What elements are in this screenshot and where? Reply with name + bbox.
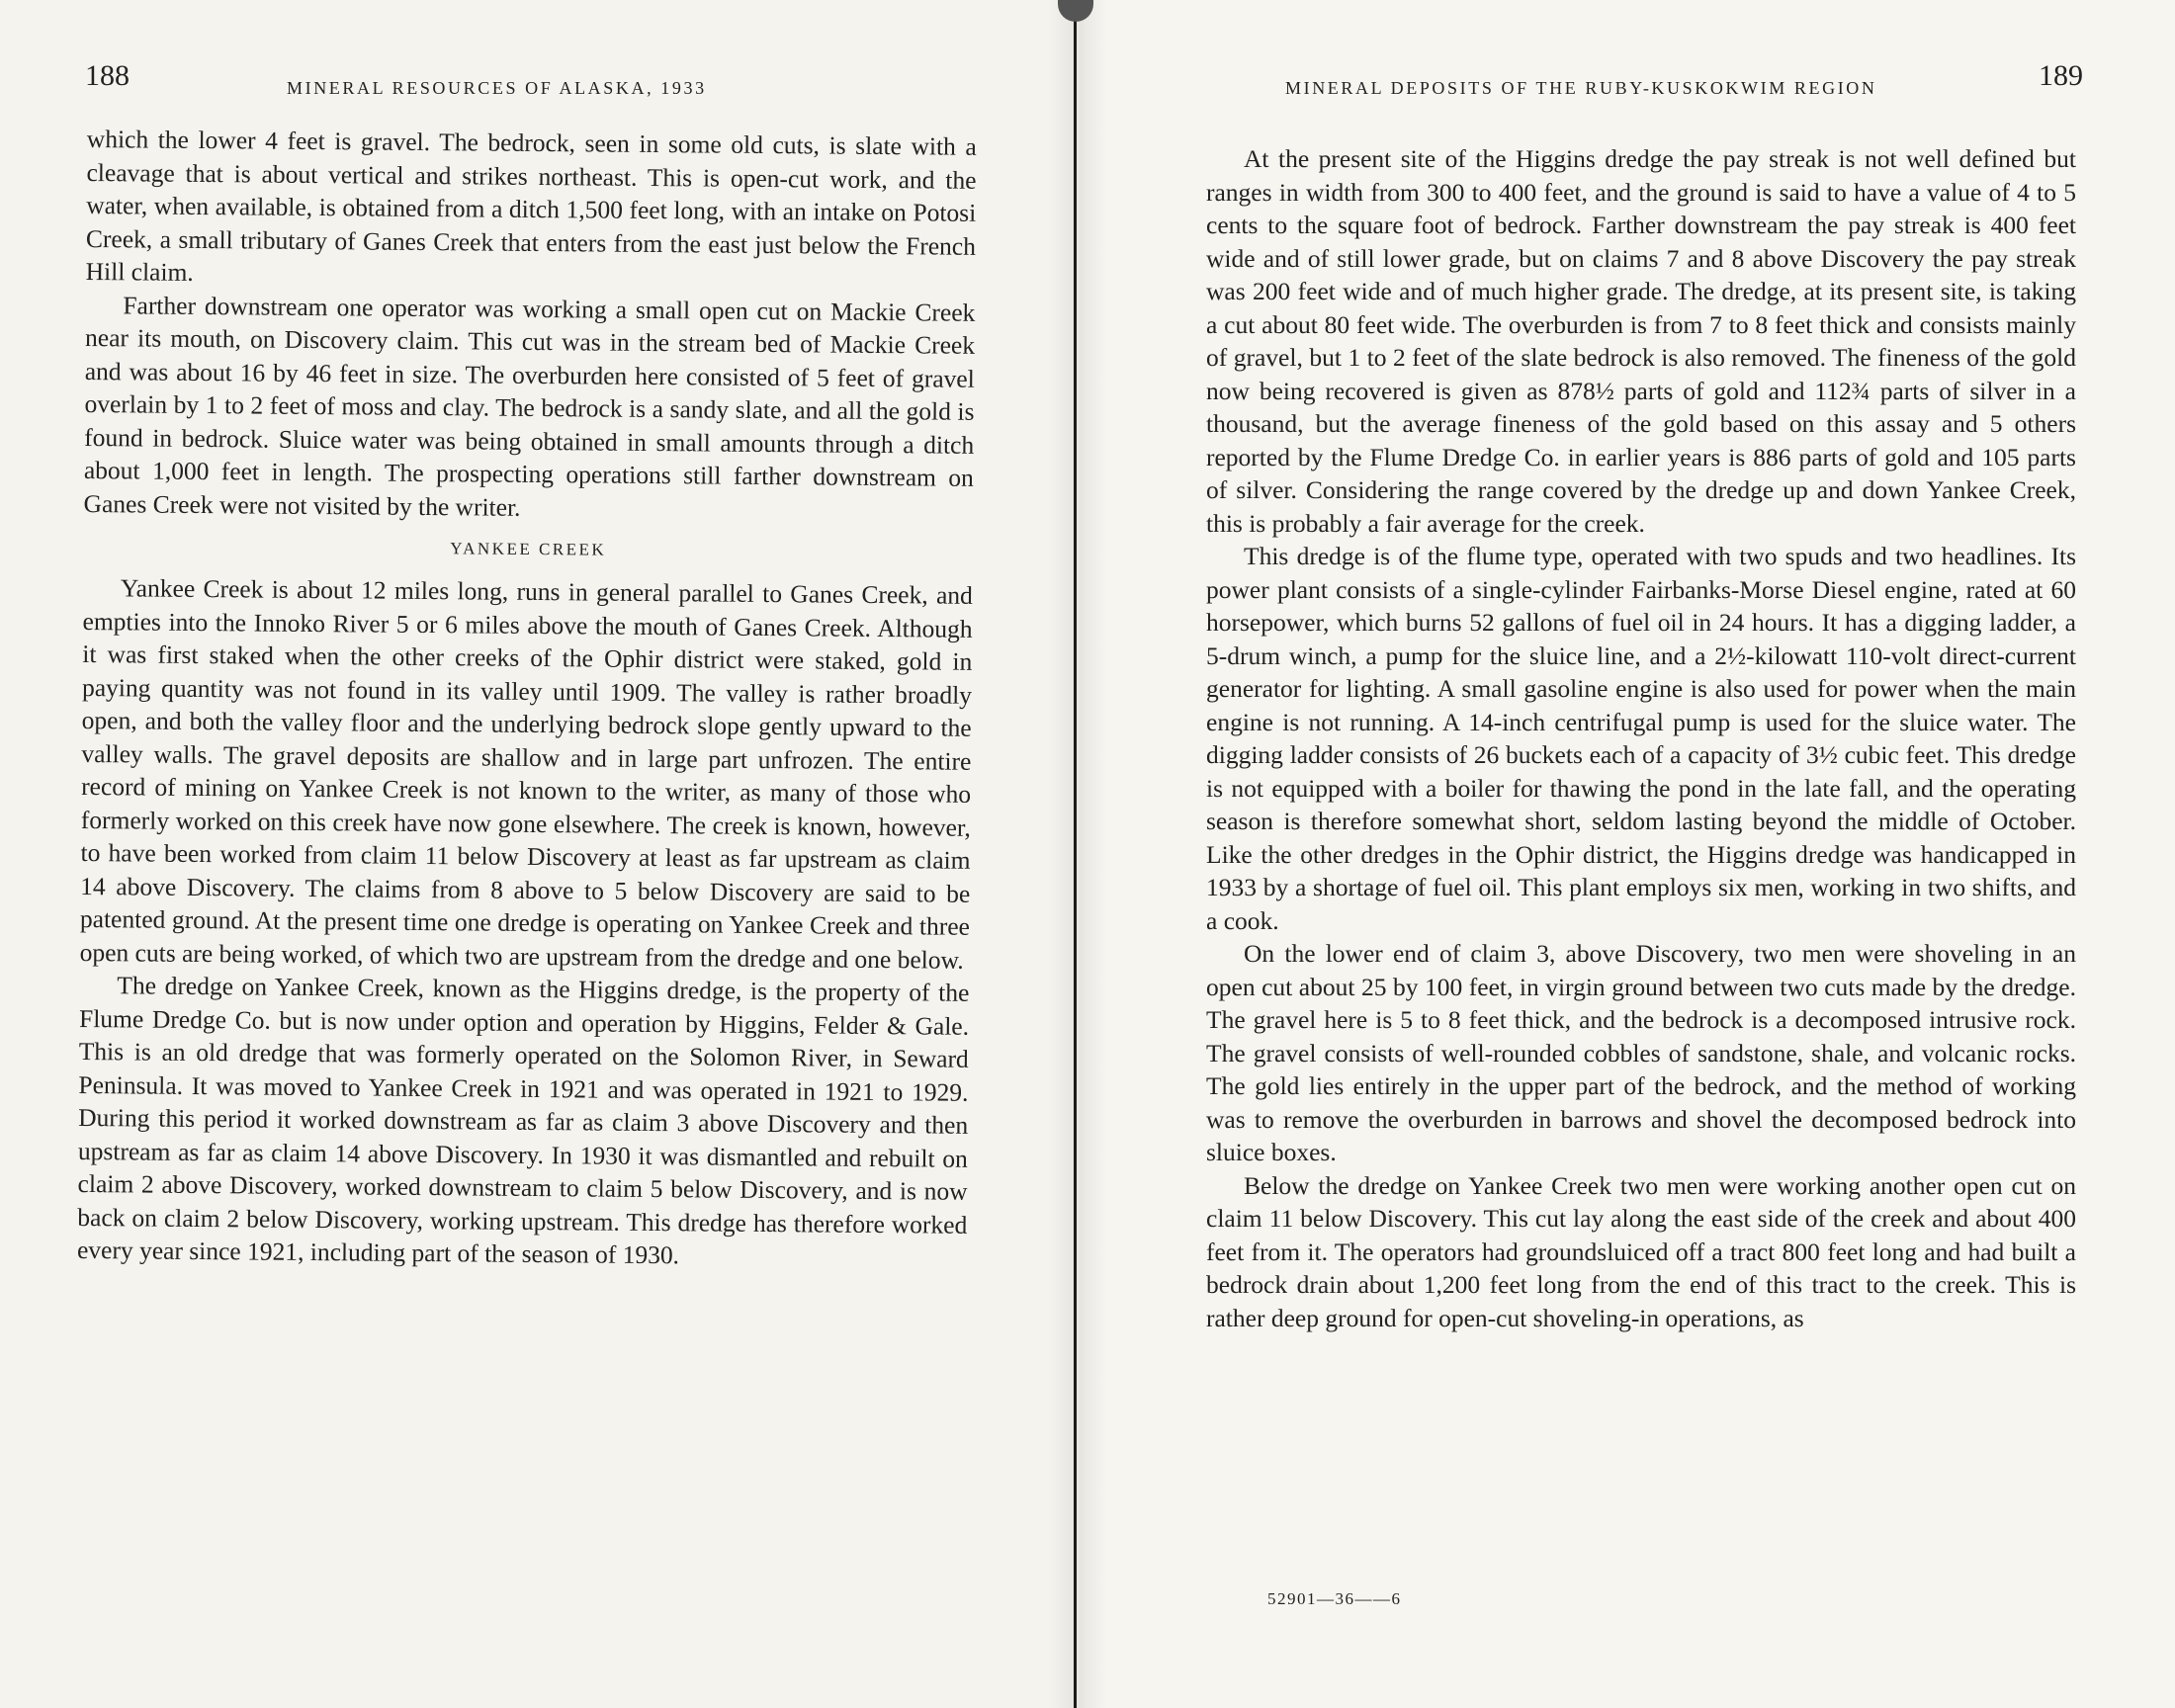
left-page: [0, 0, 1084, 1708]
footer-signature-code: 52901—36——6: [1267, 1589, 1402, 1608]
right-paragraph-3: On the lower end of claim 3, above Discovery, two men were shoveling in an open cut about 25 by 100 feet, in virgin ground between two cuts made by the dredge. The gravel here is 5 to 8 feet thick, and the bedrock is a decomposed intrusive rock. The gravel consists of well-rounded cobbles of sandstone, shale, and volcanic rocks. The gold lies entirely in the upper part of the bedrock, and the method of working was to remove the overburden in barrows and shovel the decomposed bedrock into sluice boxes.: [1206, 939, 2076, 1166]
gutter-shadow: [1048, 0, 1107, 1708]
right-page-number: 189: [2039, 59, 2083, 92]
left-running-head: MINERAL RESOURCES OF ALASKA, 1933: [287, 78, 707, 98]
left-text-column: [77, 123, 977, 1274]
right-paragraph-4: Below the dredge on Yankee Creek two men were working another open cut on claim 11 below Discovery. This cut lay along the east side of the creek and about 400 feet from it. The operators had groundsluiced off a tract 800 feet long and had built a bedrock drain about 1,200 feet long from the end of this tract to the creek. This is rather deep ground for open-cut shoveling-in operations, as: [1206, 1170, 2076, 1332]
right-paragraph-2: This dredge is of the flume type, operated with two spuds and two headlines. Its power plant consists of a single-cylinder Fairbanks-Morse Diesel engine, rated at 60 horsepower, which burns 52 gallons of fuel oil in 24 hours. It has a digging ladder, a 5-drum winch, a pump for the sluice line, and a 2½-kilowatt 110-volt direct-current generator for lighting. A small gasoline engine is also used for power when the main engine is not running. A 14-inch centrifugal pump is used for the sluice water. The digging ladder consists of 26 buckets each of a capacity of 3½ cubic feet. This dredge is not equipped with a boiler for thawing the pond in the late fall, and the operating season is therefore somewhat short, seldom lasting beyond the middle of October. Like the other dredges in the Ophir district, the Higgins dredge was handicapped in 1933 by a shortage of fuel oil. This plant employs six men, working in two shifts, and a cook.: [1206, 542, 2076, 935]
section-heading-yankee-creek: YANKEE CREEK: [450, 539, 607, 559]
left-paragraph-3: Yankee Creek is about 12 miles long, runs in general parallel to Ganes Creek, and empties into the Innoko River 5 or 6 miles above the mouth of Ganes Creek. Although it was first staked when the other creeks of the Ophir district were staked, gold in paying quantity was not found in its valley until 1909. The valley is rather broadly open, and both the valley floor and the underlying bedrock slope gently upward to the valley walls. The gravel deposits are shallow and in large part unfrozen. The entire record of mining on Yankee Creek is not known to the writer, as many of those who formerly worked on this creek have now gone elsewhere. The creek is known, however, to have been worked from claim 11 below Discovery at least as far upstream as claim 14 above Discovery. The claims from 8 above to 5 below Discovery are said to be patented ground. At the present time one dredge is operating on Yankee Creek and three open cuts are being worked, of which two are upstream from the dredge and one below.: [79, 573, 973, 975]
right-text-column: [1206, 142, 2076, 1334]
left-page-number: 188: [85, 59, 130, 92]
right-paragraph-1: At the present site of the Higgins dredge the pay streak is not well defined but ranges in width from 300 to 400 feet, and the ground is said to have a value of 4 to 5 cents to the square foot of bedrock. Farther downstream the pay streak is 400 feet wide and of still lower grade, but on claims 7 and 8 above Discovery the pay streak was 200 feet wide and of much higher grade. The dredge, at its present site, is taking a cut about 80 feet wide. The overburden is from 7 to 8 feet thick and consists mainly of gravel, but 1 to 2 feet of the slate bedrock is also removed. The fineness of the gold now being recovered is given as 878½ parts of gold and 112¾ parts of silver in a thousand, but the average fineness of the gold based on this assay and 5 others reported by the Flume Dredge Co. in earlier years is 886 parts of gold and 105 parts of silver. Considering the range covered by the dredge up and down Yankee Creek, this is probably a fair average for the creek.: [1206, 144, 2076, 538]
left-paragraph-4: The dredge on Yankee Creek, known as the Higgins dredge, is the property of the Flume Dredge Co. but is now under option and operation by Higgins, Felder & Gale. This is an old dredge that was formerly operated on the Solomon River, in Seward Peninsula. It was moved to Yankee Creek in 1921 and was operated in 1921 to 1929. During this period it worked downstream as far as claim 3 above Discovery and then upstream as far as claim 14 above Discovery. In 1930 it was dismantled and rebuilt on claim 2 above Discovery, worked downstream to claim 5 below Discovery, and is now back on claim 2 below Discovery, working upstream. This dredge has therefore worked every year since 1921, including part of the season of 1930.: [76, 971, 970, 1270]
left-paragraph-2: Farther downstream one operator was working a small open cut on Mackie Creek near its mouth, on Discovery claim. This cut was in the stream bed of Mackie Creek and was about 16 by 46 feet in size. The overburden here consisted of 5 feet of gravel overlain by 1 to 2 feet of moss and clay. The bedrock is a sandy slate, and all the gold is found in bedrock. Sluice water was being obtained in small amounts through a ditch about 1,000 feet in length. The prospecting operations still farther downstream on Ganes Creek were not visited by the writer.: [83, 290, 976, 522]
book-gutter-line: [1074, 0, 1077, 1708]
left-paragraph-1: which the lower 4 feet is gravel. The bedrock, seen in some old cuts, is slate with a cleavage that is about vertical and strikes northeast. This is open-cut work, and the water, when available, is obtained from a ditch 1,500 feet long, with an intake on Potosi Creek, a small tributary of Ganes Creek that enters from the east just below the French Hill claim.: [85, 124, 977, 287]
right-running-head: MINERAL DEPOSITS OF THE RUBY-KUSKOKWIM REGION: [1285, 78, 1877, 98]
